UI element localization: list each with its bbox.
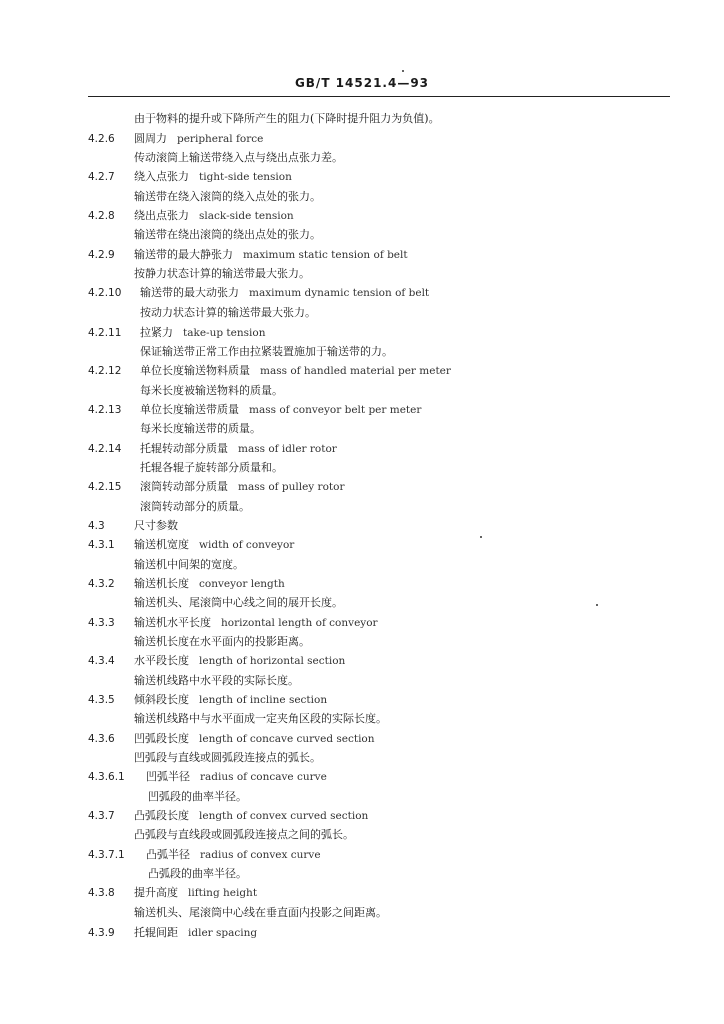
definition-line [134,558,244,572]
term-entry [88,848,321,862]
term-entry [88,538,294,552]
scan-speck [596,604,598,606]
definition-line [134,712,387,726]
definition-text: 输送机长度在水平面内的投影距离。 [134,635,310,648]
definition-line [134,674,299,688]
term-chinese: 输送机水平长度 [134,616,211,629]
term-chinese: 输送带的最大静张力 [134,248,233,261]
definition-line [134,228,321,242]
term-entry [88,577,285,591]
section-number: 4.2.12 [88,365,122,377]
term-english: radius of convex curve [200,849,321,861]
term-chinese: 圆周力 [134,132,167,145]
term-chinese: 凸弧半径 [146,848,190,861]
term-english: slack-side tension [199,210,294,222]
term-entry [88,732,375,746]
definition-line [134,596,343,610]
section-number: 4.2.7 [88,171,115,183]
definition-text: 每米长度被输送物料的质量。 [140,384,283,397]
term-english: mass of conveyor belt per meter [249,404,422,416]
section-number: 4.3.6 [88,733,115,745]
term-english: length of convex curved section [199,810,369,822]
definition-text: 凹弧段的曲率半径。 [148,790,247,803]
term-entry [88,442,337,456]
definition-text: 滚筒转动部分的质量。 [140,500,250,513]
term-chinese: 绕入点张力 [134,170,189,183]
term-entry [88,248,408,262]
definition-text: 输送机线路中与水平面成一定夹角区段的实际长度。 [134,712,387,725]
definition-text: 凸弧段与直线段或圆弧段连接点之间的弧长。 [134,828,354,841]
section-number: 4.3.3 [88,617,115,629]
term-english: mass of handled material per meter [260,365,451,377]
definition-line [140,384,283,398]
term-entry [88,326,265,340]
term-english: width of conveyor [199,539,295,551]
definition-text: 每米长度输送带的质量。 [140,422,261,435]
term-english: conveyor length [199,578,285,590]
definition-line [134,906,387,920]
section-number: 4.2.15 [88,481,122,493]
term-chinese: 拉紧力 [140,326,173,339]
term-chinese: 凹弧段长度 [134,732,189,745]
term-entry [88,519,178,533]
definition-line [140,461,283,475]
section-number: 4.2.13 [88,404,122,416]
definition-text: 由于物料的提升或下降所产生的阻力(下降时提升阻力为负值)。 [134,112,440,125]
definition-text: 输送带在绕出滚筒的绕出点处的张力。 [134,228,321,241]
definition-text: 传动滚筒上输送带绕入点与绕出点张力差。 [134,151,343,164]
definition-text: 凹弧段与直线或圆弧段连接点的弧长。 [134,751,321,764]
term-chinese: 单位长度输送带质量 [140,403,239,416]
term-chinese: 托辊间距 [134,926,178,939]
term-chinese: 提升高度 [134,886,178,899]
definition-text: 托辊各辊子旋转部分质量和。 [140,461,283,474]
definition-line [148,867,247,881]
scan-speck [402,70,404,72]
term-chinese: 输送机长度 [134,577,189,590]
term-entry [88,480,344,494]
section-number: 4.3.1 [88,539,115,551]
definition-text: 凸弧段的曲率半径。 [148,867,247,880]
definition-line [140,345,393,359]
section-number: 4.3.6.1 [88,771,125,783]
definition-line [134,828,354,842]
term-english: mass of idler rotor [238,443,337,455]
term-english: mass of pulley rotor [238,481,345,493]
definition-line [148,790,247,804]
definition-text: 输送机头、尾滚筒中心线之间的展开长度。 [134,596,343,609]
definition-text: 输送机中间架的宽度。 [134,558,244,571]
section-number: 4.3.9 [88,927,115,939]
definition-line [134,635,310,649]
term-entry [88,654,345,668]
term-chinese: 托辊转动部分质量 [140,442,228,455]
definition-line [134,112,440,126]
section-number: 4.3 [88,520,105,532]
definition-line [134,190,321,204]
definition-text: 输送带在绕入滚筒的绕入点处的张力。 [134,190,321,203]
term-english: peripheral force [177,133,264,145]
section-number: 4.2.6 [88,133,115,145]
section-number: 4.3.4 [88,655,115,667]
section-number: 4.2.8 [88,210,115,222]
term-english: length of incline section [199,694,328,706]
definition-text: 输送机线路中水平段的实际长度。 [134,674,299,687]
term-entry [88,364,451,378]
section-number: 4.2.10 [88,287,122,299]
definition-text: 按静力状态计算的输送带最大张力。 [134,267,310,280]
term-english: length of horizontal section [199,655,346,667]
section-number: 4.2.11 [88,327,122,339]
term-english: radius of concave curve [200,771,327,783]
definition-line [140,422,261,436]
term-chinese: 滚筒转动部分质量 [140,480,228,493]
term-entry [88,403,421,417]
section-number: 4.3.8 [88,887,115,899]
definition-line [134,151,343,165]
header-rule [88,96,670,97]
definition-text: 保证输送带正常工作由拉紧装置施加于输送带的力。 [140,345,393,358]
term-entry [88,809,368,823]
term-english: maximum static tension of belt [243,249,408,261]
term-chinese: 绕出点张力 [134,209,189,222]
definition-text: 输送机头、尾滚筒中心线在垂直面内投影之间距离。 [134,906,387,919]
term-chinese: 尺寸参数 [134,519,178,532]
term-english: horizontal length of conveyor [221,617,378,629]
term-english: lifting height [188,887,258,899]
section-number: 4.2.14 [88,443,122,455]
term-chinese: 倾斜段长度 [134,693,189,706]
definition-line [134,267,310,281]
term-english: idler spacing [188,927,258,939]
term-chinese: 单位长度输送物料质量 [140,364,250,377]
page-header: GB/T 14521.4—93 [294,76,430,90]
section-number: 4.2.9 [88,249,115,261]
term-entry [88,286,429,300]
term-chinese: 凸弧段长度 [134,809,189,822]
definition-line [134,751,321,765]
scan-speck [480,536,482,538]
term-chinese: 输送机宽度 [134,538,189,551]
term-entry [88,886,257,900]
section-number: 4.3.2 [88,578,115,590]
section-number: 4.3.5 [88,694,115,706]
definition-line [140,500,250,514]
section-number: 4.3.7 [88,810,115,822]
term-entry [88,132,263,146]
term-entry [88,770,327,784]
term-entry [88,209,294,223]
term-chinese: 输送带的最大动张力 [140,286,239,299]
term-chinese: 水平段长度 [134,654,189,667]
term-entry [88,170,292,184]
term-english: take-up tension [183,327,266,339]
definition-text: 按动力状态计算的输送带最大张力。 [140,306,316,319]
term-entry [88,926,257,940]
term-entry [88,616,378,630]
term-entry [88,693,327,707]
term-english: tight-side tension [199,171,292,183]
term-english: length of concave curved section [199,733,375,745]
term-english: maximum dynamic tension of belt [249,287,430,299]
term-chinese: 凹弧半径 [146,770,190,783]
definition-line [140,306,316,320]
section-number: 4.3.7.1 [88,849,125,861]
